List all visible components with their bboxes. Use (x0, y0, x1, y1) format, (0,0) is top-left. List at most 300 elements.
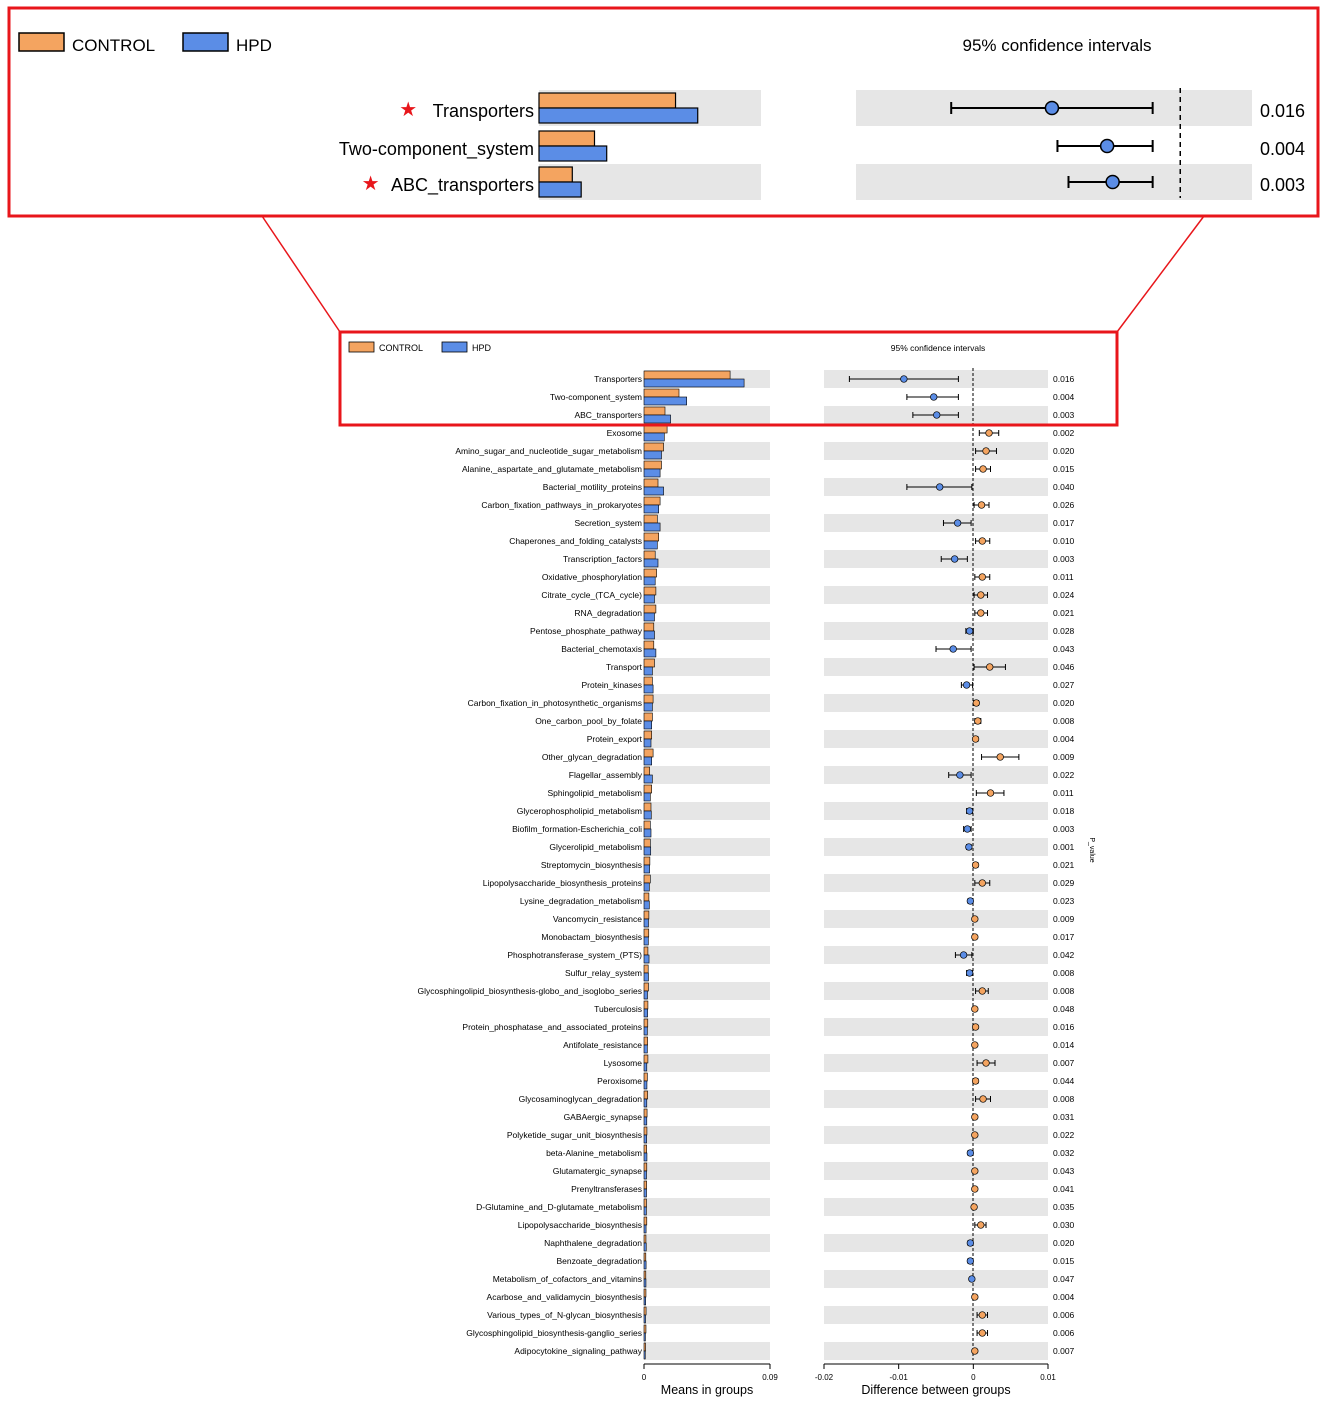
difference-point (979, 574, 986, 581)
p-value-label: 0.006 (1053, 1328, 1075, 1338)
hpd-mean-bar (644, 1189, 647, 1197)
control-mean-bar (644, 1253, 646, 1261)
control-mean-bar (644, 1163, 647, 1171)
hpd-mean-bar (644, 883, 649, 891)
pathway-label: Transport (605, 662, 642, 672)
means-stripe (644, 802, 770, 820)
hpd-mean-bar (644, 505, 659, 513)
control-mean-bar (644, 587, 656, 595)
difference-point (972, 1294, 979, 1301)
means-axis (642, 1364, 779, 1397)
pathway-row (561, 641, 1074, 657)
p-value-label: 0.004 (1053, 734, 1075, 744)
hpd-mean-bar (644, 1117, 647, 1125)
diff-stripe (824, 910, 1048, 928)
diff-stripe (824, 550, 1048, 568)
hpd-mean-bar (644, 1279, 646, 1287)
pathway-row (466, 1325, 1074, 1341)
control-mean-bar (644, 929, 649, 937)
control-mean-bar (644, 1073, 647, 1081)
difference-point (972, 1168, 979, 1175)
p-value-label: 0.027 (1053, 680, 1075, 690)
control-mean-bar (644, 1055, 648, 1063)
pathway-label: Chaperones_and_folding_catalysts (509, 536, 642, 546)
pathway-label: GABAergic_synapse (563, 1112, 642, 1122)
hpd-mean-bar (644, 937, 648, 945)
zoom-ci-title: 95% confidence intervals (962, 36, 1152, 55)
difference-point (979, 988, 986, 995)
pathway-label: Carbon_fixation_pathways_in_prokaryotes (481, 500, 642, 510)
p-value-label: 0.006 (1053, 1310, 1075, 1320)
pathway-label: Carbon_fixation_in_photosynthetic_organisms (467, 698, 642, 708)
difference-point (967, 898, 974, 905)
pathway-row (535, 713, 1074, 729)
p-value-label: 0.014 (1053, 1040, 1075, 1050)
difference-axis-tick-label: -0.02 (814, 1373, 834, 1382)
pathway-label: Bacterial_motility_proteins (542, 482, 642, 492)
zoom-p-value-label: 0.004 (1260, 139, 1306, 159)
pathway-label: Protein_export (586, 734, 642, 744)
p-value-label: 0.007 (1053, 1058, 1075, 1068)
control-mean-bar (644, 1235, 646, 1243)
difference-point (930, 394, 937, 401)
control-mean-bar (644, 641, 654, 649)
hpd-mean-bar (644, 649, 656, 657)
diff-stripe (824, 586, 1048, 604)
control-mean-bar (644, 893, 649, 901)
difference-point (957, 772, 964, 779)
control-mean-bar (644, 731, 652, 739)
pathway-label: beta-Alanine_metabolism (546, 1148, 642, 1158)
difference-point (997, 754, 1004, 761)
p-value-label: 0.043 (1053, 644, 1075, 654)
zoom-p-value-label: 0.016 (1260, 101, 1306, 121)
difference-point (983, 1060, 990, 1067)
diff-stripe (824, 1306, 1048, 1324)
pathway-label: Metabolism_of_cofactors_and_vitamins (492, 1274, 642, 1284)
p-value-label: 0.004 (1053, 392, 1075, 402)
difference-point (972, 1114, 979, 1121)
control-mean-bar (644, 1145, 647, 1153)
pathway-label: Sphingolipid_metabolism (547, 788, 642, 798)
control-mean-bar (644, 569, 657, 577)
means-stripe (644, 1090, 770, 1108)
difference-axis (815, 1364, 1056, 1397)
p-value-label: 0.048 (1053, 1004, 1075, 1014)
difference-point (972, 1078, 979, 1085)
pathway-label: Amino_sugar_and_nucleotide_sugar_metabolism (455, 446, 642, 456)
pathway-row (547, 785, 1073, 801)
pathway-row (563, 1037, 1074, 1053)
hpd-mean-bar (644, 1315, 646, 1323)
difference-point (969, 1276, 976, 1283)
means-stripe (644, 622, 770, 640)
p-value-label: 0.035 (1053, 1202, 1075, 1212)
means-stripe (644, 550, 770, 568)
p-value-label: 0.031 (1053, 1112, 1075, 1122)
pathway-row (556, 1253, 1074, 1269)
control-mean-bar (644, 911, 649, 919)
zoom-rows (339, 88, 1305, 200)
hpd-mean-bar (644, 1063, 647, 1071)
p-value-label: 0.004 (1053, 1292, 1075, 1302)
control-mean-bar (644, 1091, 648, 1099)
diff-stripe (824, 1054, 1048, 1072)
zoom-panel (9, 8, 1318, 332)
pathway-label: Antifolate_resistance (563, 1040, 642, 1050)
p-value-label: 0.009 (1053, 914, 1075, 924)
control-mean-bar (644, 785, 652, 793)
diff-stripe (824, 730, 1048, 748)
p-value-label: 0.007 (1053, 1346, 1075, 1356)
pathway-label: Glycosphingolipid_biosynthesis-ganglio_series (466, 1328, 642, 1338)
pathway-row (481, 497, 1074, 513)
pathway-row (571, 1181, 1074, 1197)
control-mean-bar (644, 1109, 647, 1117)
hpd-mean-bar (644, 397, 687, 405)
p-value-label: 0.044 (1053, 1076, 1075, 1086)
pathway-label: Glycerolipid_metabolism (549, 842, 642, 852)
p-value-label: 0.009 (1053, 752, 1075, 762)
pathway-label: Naphthalene_degradation (544, 1238, 642, 1248)
hpd-mean-bar (644, 1027, 647, 1035)
p-value-label: 0.016 (1053, 374, 1075, 384)
means-stripe (644, 1198, 770, 1216)
pathway-label: Alanine,_aspartate_and_glutamate_metabolism (461, 464, 642, 474)
p-value-label: 0.020 (1053, 446, 1075, 456)
hpd-mean-bar (644, 721, 652, 729)
diff-stripe (824, 1162, 1048, 1180)
difference-point (972, 916, 979, 923)
p-value-label: 0.003 (1053, 410, 1075, 420)
control-mean-bar (644, 461, 662, 469)
hpd-mean-bar (644, 703, 652, 711)
pathway-row (564, 1109, 1075, 1125)
difference-axis-tick-label: 0.01 (1040, 1373, 1056, 1382)
pathway-row (550, 389, 1075, 405)
pathway-label: Vancomycin_resistance (552, 914, 642, 924)
zoom-hpd-mean-bar (539, 146, 607, 161)
difference-point (979, 1330, 986, 1337)
pathway-label: Lipopolysaccharide_biosynthesis (517, 1220, 642, 1230)
main-legend-control-swatch (349, 342, 374, 352)
hpd-mean-bar (644, 1351, 645, 1359)
zoom-connector-right (1117, 216, 1204, 332)
hpd-mean-bar (644, 631, 655, 639)
pathway-label: Transporters (594, 374, 642, 384)
means-stripe (644, 1270, 770, 1288)
pathway-row (594, 1001, 1074, 1017)
pathway-label: Protein_kinases (581, 680, 642, 690)
zoom-legend (19, 33, 272, 55)
control-mean-bar (644, 965, 648, 973)
pathway-row (512, 821, 1074, 837)
p-value-label: 0.021 (1053, 608, 1075, 618)
hpd-mean-bar (644, 1045, 647, 1053)
difference-point (986, 430, 993, 437)
control-mean-bar (644, 605, 656, 613)
means-axis-tick-label-1: 0.09 (762, 1373, 778, 1382)
control-mean-bar (644, 857, 650, 865)
p-value-label: 0.020 (1053, 698, 1075, 708)
difference-point (983, 448, 990, 455)
main-legend (349, 342, 492, 353)
p-value-label: 0.047 (1053, 1274, 1075, 1284)
p-value-label: 0.046 (1053, 662, 1075, 672)
hpd-mean-bar (644, 1333, 645, 1341)
pathway-label: Acarbose_and_validamycin_biosynthesis (486, 1292, 642, 1302)
control-mean-bar (644, 947, 648, 955)
zoom-pathway-label: Transporters (432, 101, 534, 121)
hpd-mean-bar (644, 595, 655, 603)
p-value-label: 0.022 (1053, 1130, 1075, 1140)
means-stripe (644, 1054, 770, 1072)
difference-point (972, 1042, 979, 1049)
p-value-label: 0.030 (1053, 1220, 1075, 1230)
difference-point (966, 628, 973, 635)
pathway-label: Adipocytokine_signaling_pathway (514, 1346, 642, 1356)
hpd-mean-bar (644, 955, 649, 963)
zoom-pathway-row (362, 164, 1305, 200)
difference-point (975, 718, 982, 725)
difference-point (972, 1006, 979, 1013)
hpd-mean-bar (644, 901, 649, 909)
hpd-mean-bar (644, 1099, 647, 1107)
pathway-label: D-Glutamine_and_D-glutamate_metabolism (476, 1202, 642, 1212)
hpd-mean-bar (644, 1225, 646, 1233)
p-value-label: 0.032 (1053, 1148, 1075, 1158)
diff-stripe (824, 1126, 1048, 1144)
pathway-label: Exosome (606, 428, 642, 438)
difference-point (933, 412, 940, 419)
zoom-pathway-row (399, 90, 1305, 126)
difference-point (979, 538, 986, 545)
zoom-control-mean-bar (539, 93, 676, 108)
difference-point (963, 682, 970, 689)
means-stripe (644, 910, 770, 928)
main-ci-title: 95% confidence intervals (890, 343, 986, 353)
p-value-label: 0.040 (1053, 482, 1075, 492)
hpd-mean-bar (644, 451, 662, 459)
pathway-label: Various_types_of_N-glycan_biosynthesis (487, 1310, 642, 1320)
control-mean-bar (644, 713, 652, 721)
zoom-difference-point (1106, 176, 1119, 189)
zoom-pathway-row (339, 131, 1305, 161)
hpd-mean-bar (644, 919, 648, 927)
pathway-label: Secretion_system (574, 518, 642, 528)
hpd-mean-bar (644, 775, 652, 783)
hpd-mean-bar (644, 1297, 646, 1305)
hpd-mean-bar (644, 379, 744, 387)
control-mean-bar (644, 1181, 647, 1189)
hpd-mean-bar (644, 1009, 648, 1017)
control-mean-bar (644, 551, 655, 559)
difference-point (978, 610, 985, 617)
pathway-label: Benzoate_degradation (556, 1256, 642, 1266)
means-stripe (644, 1162, 770, 1180)
control-mean-bar (644, 803, 651, 811)
pathway-label: Lysosome (603, 1058, 642, 1068)
difference-point (966, 808, 973, 815)
difference-point (901, 376, 908, 383)
means-stripe (644, 874, 770, 892)
main-panel (340, 332, 1117, 1397)
diff-stripe (824, 874, 1048, 892)
hpd-mean-bar (644, 757, 652, 765)
hpd-mean-bar (644, 811, 651, 819)
difference-point (967, 1258, 974, 1265)
hpd-mean-bar (644, 541, 657, 549)
difference-point (964, 826, 971, 833)
p-value-label: 0.016 (1053, 1022, 1075, 1032)
hpd-mean-bar (644, 523, 660, 531)
diff-stripe (824, 1342, 1048, 1360)
difference-point (936, 484, 943, 491)
control-mean-bar (644, 515, 657, 523)
difference-point (978, 592, 985, 599)
zoom-legend-control-swatch (19, 33, 64, 51)
pvalue-axis-label: P_value (1088, 837, 1095, 863)
pathway-row (518, 1217, 1075, 1233)
pathway-label: Peroxisome (597, 1076, 642, 1086)
pathway-label: Glutamatergic_synapse (552, 1166, 642, 1176)
pathway-label: Protein_phosphatase_and_associated_proteins (462, 1022, 642, 1032)
control-mean-bar (644, 371, 730, 379)
zoom-legend-control-label: CONTROL (72, 36, 156, 55)
control-mean-bar (644, 677, 652, 685)
difference-point (951, 556, 958, 563)
hpd-mean-bar (644, 487, 664, 495)
zoom-pathway-label: ABC_transporters (390, 175, 534, 195)
means-stripe (644, 1234, 770, 1252)
difference-point (960, 952, 967, 959)
diff-stripe (824, 838, 1048, 856)
pathway-row (546, 1145, 1074, 1161)
diff-stripe (824, 982, 1048, 1000)
p-value-label: 0.010 (1053, 536, 1075, 546)
p-value-label: 0.003 (1053, 824, 1075, 834)
zoom-control-mean-bar (539, 131, 595, 146)
difference-axis-title: Difference between groups (861, 1383, 1011, 1397)
hpd-mean-bar (644, 577, 655, 585)
pathway-label: Polyketide_sugar_unit_biosynthesis (506, 1130, 642, 1140)
diff-stripe (824, 658, 1048, 676)
pathway-row (541, 857, 1075, 873)
pathway-label: Sulfur_relay_system (564, 968, 642, 978)
diff-stripe (824, 622, 1048, 640)
hpd-mean-bar (644, 1081, 647, 1089)
means-stripe (644, 514, 770, 532)
diff-stripe (824, 946, 1048, 964)
control-mean-bar (644, 983, 648, 991)
control-mean-bar (644, 1307, 646, 1315)
pathway-row (582, 677, 1075, 693)
p-value-label: 0.015 (1053, 464, 1075, 474)
control-mean-bar (644, 407, 665, 415)
control-mean-bar (644, 821, 650, 829)
control-mean-bar (644, 767, 650, 775)
control-mean-bar (644, 1289, 646, 1297)
means-stripe (644, 694, 770, 712)
main-legend-control-label: CONTROL (379, 343, 424, 353)
hpd-mean-bar (644, 739, 651, 747)
pathway-row (597, 1073, 1074, 1089)
difference-point (967, 1150, 974, 1157)
diff-stripe (824, 1090, 1048, 1108)
hpd-mean-bar (644, 433, 664, 441)
difference-point (972, 1024, 979, 1031)
hpd-mean-bar (644, 685, 653, 693)
pathway-label: Glycosaminoglycan_degradation (518, 1094, 642, 1104)
pathway-label: RNA_degradation (574, 608, 642, 618)
difference-point (966, 844, 973, 851)
control-mean-bar (644, 497, 660, 505)
pathway-label: Flagellar_assembly (568, 770, 642, 780)
difference-point (971, 1204, 978, 1211)
pathway-label: Tuberculosis (594, 1004, 642, 1014)
control-mean-bar (644, 839, 650, 847)
hpd-mean-bar (644, 415, 671, 423)
means-stripe (644, 1306, 770, 1324)
hpd-mean-bar (644, 1207, 646, 1215)
control-mean-bar (644, 1343, 646, 1351)
control-mean-bar (644, 1217, 647, 1225)
pathway-label: Streptomycin_biosynthesis (540, 860, 642, 870)
means-stripe (644, 838, 770, 856)
hpd-mean-bar (644, 793, 650, 801)
p-value-label: 0.001 (1053, 842, 1075, 852)
p-value-label: 0.008 (1053, 986, 1075, 996)
diff-stripe (824, 694, 1048, 712)
control-mean-bar (644, 533, 659, 541)
difference-point (966, 970, 973, 977)
zoom-p-value-label: 0.003 (1260, 175, 1306, 195)
diff-stripe (824, 766, 1048, 784)
control-mean-bar (644, 659, 655, 667)
means-axis-title: Means in groups (660, 1383, 754, 1397)
hpd-mean-bar (644, 613, 655, 621)
hpd-mean-bar (644, 973, 648, 981)
pathway-row (542, 749, 1075, 765)
difference-point (972, 862, 979, 869)
zoom-hpd-mean-bar (539, 182, 581, 197)
pathway-label: Lipopolysaccharide_biosynthesis_proteins (482, 878, 642, 888)
main-stripes (644, 370, 1048, 1360)
hpd-mean-bar (644, 865, 650, 873)
means-stripe (644, 586, 770, 604)
p-value-label: 0.002 (1053, 428, 1075, 438)
difference-point (979, 1312, 986, 1319)
pathway-label: Transcription_factors (562, 554, 642, 564)
hpd-mean-bar (644, 829, 651, 837)
hpd-mean-bar (644, 667, 652, 675)
means-stripe (644, 1342, 770, 1360)
p-value-label: 0.003 (1053, 554, 1075, 564)
difference-point (979, 880, 986, 887)
zoom-control-mean-bar (539, 167, 572, 182)
diff-stripe (824, 442, 1048, 460)
p-value-label: 0.026 (1053, 500, 1075, 510)
pathway-row (462, 461, 1075, 477)
diff-stripe (824, 1198, 1048, 1216)
control-mean-bar (644, 749, 653, 757)
pathway-row (541, 929, 1074, 945)
control-mean-bar (644, 479, 658, 487)
zoom-difference-point (1045, 102, 1058, 115)
control-mean-bar (644, 875, 650, 883)
difference-axis-tick-label: 0 (971, 1373, 976, 1382)
hpd-mean-bar (644, 1153, 647, 1161)
